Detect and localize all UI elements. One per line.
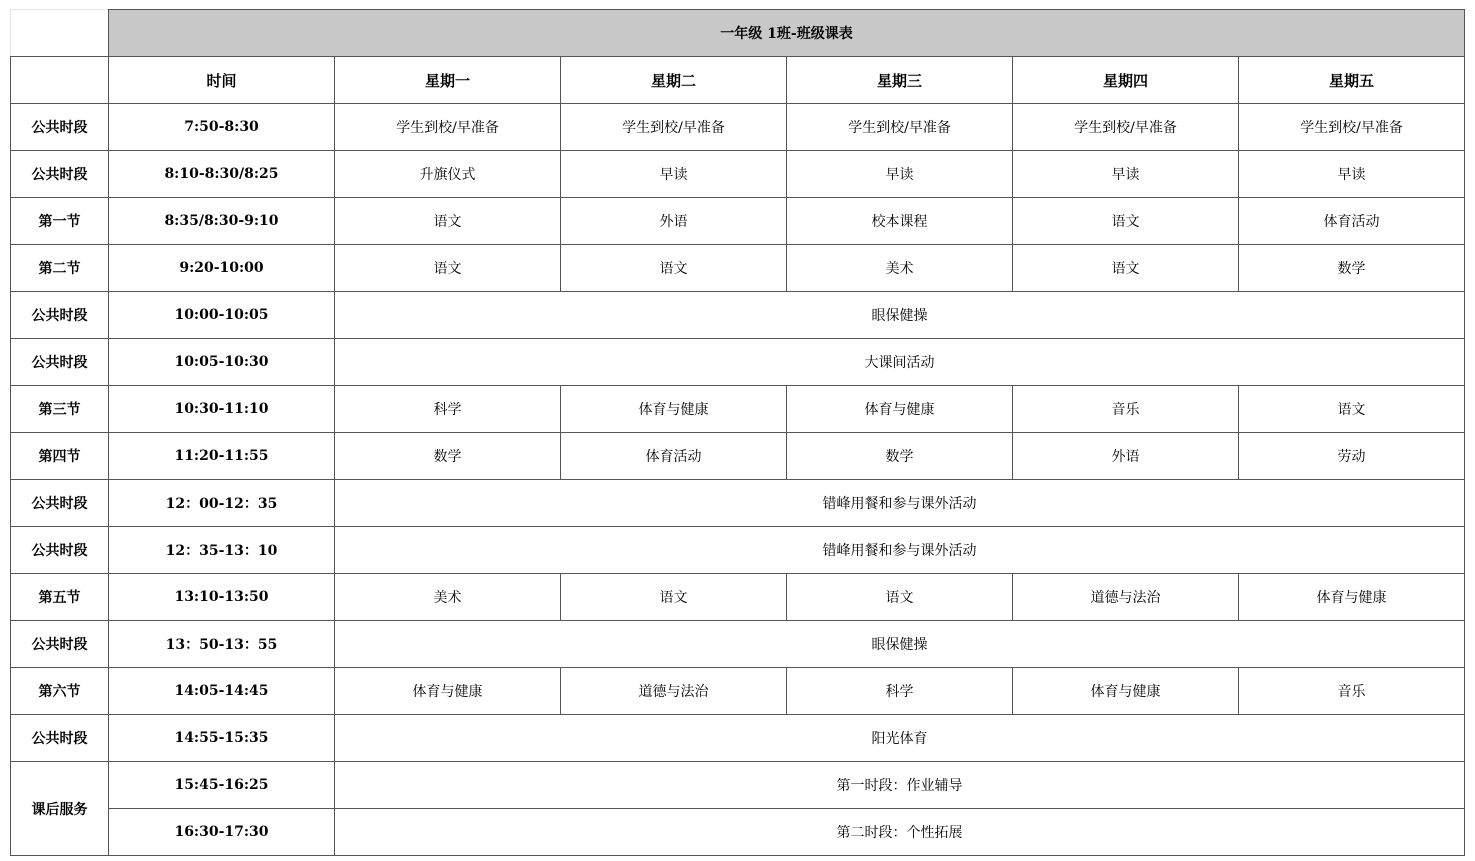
subject-cell: 体育活动 [1239, 198, 1465, 245]
period-time: 13：50-13：55 [109, 621, 335, 668]
period-label: 公共时段 [11, 621, 109, 668]
table-row [11, 621, 1465, 668]
period-label: 第四节 [11, 433, 109, 480]
period-time: 14:05-14:45 [109, 668, 335, 715]
period-time: 12：00-12：35 [109, 480, 335, 527]
period-time: 14:55-15:35 [109, 715, 335, 762]
table-row [11, 527, 1465, 574]
table-row [11, 245, 1465, 292]
table-row [11, 104, 1465, 151]
merged-activity-cell: 大课间活动 [335, 339, 1465, 386]
period-label: 公共时段 [11, 104, 109, 151]
period-label: 第五节 [11, 574, 109, 621]
subject-cell: 语文 [335, 245, 561, 292]
merged-activity-cell: 阳光体育 [335, 715, 1465, 762]
table-row [11, 198, 1465, 245]
title-row [11, 10, 1465, 57]
subject-cell: 音乐 [1013, 386, 1239, 433]
period-label: 公共时段 [11, 151, 109, 198]
corner-cell [11, 10, 109, 57]
subject-cell: 语文 [335, 198, 561, 245]
period-time: 8:10-8:30/8:25 [109, 151, 335, 198]
table-row [11, 292, 1465, 339]
subject-cell: 体育与健康 [787, 386, 1013, 433]
subject-cell: 劳动 [1239, 433, 1465, 480]
merged-activity-cell: 眼保健操 [335, 292, 1465, 339]
subject-cell: 早读 [1239, 151, 1465, 198]
header-blank-cell [11, 57, 109, 104]
subject-cell: 学生到校/早准备 [1013, 104, 1239, 151]
subject-cell: 早读 [787, 151, 1013, 198]
table-row [11, 715, 1465, 762]
period-time: 12：35-13：10 [109, 527, 335, 574]
subject-cell: 数学 [335, 433, 561, 480]
subject-cell: 语文 [1239, 386, 1465, 433]
subject-cell: 学生到校/早准备 [335, 104, 561, 151]
subject-cell: 学生到校/早准备 [1239, 104, 1465, 151]
header-monday: 星期一 [335, 57, 561, 104]
subject-cell: 科学 [787, 668, 1013, 715]
subject-cell: 美术 [787, 245, 1013, 292]
subject-cell: 语文 [1013, 198, 1239, 245]
header-tuesday: 星期二 [561, 57, 787, 104]
after-school-time: 16:30-17:30 [109, 809, 335, 856]
period-time: 11:20-11:55 [109, 433, 335, 480]
after-school-activity: 第二时段：个性拓展 [335, 809, 1465, 856]
table-row [11, 151, 1465, 198]
subject-cell: 数学 [1239, 245, 1465, 292]
subject-cell: 体育与健康 [335, 668, 561, 715]
subject-cell: 语文 [561, 574, 787, 621]
subject-cell: 学生到校/早准备 [787, 104, 1013, 151]
header-friday: 星期五 [1239, 57, 1465, 104]
merged-activity-cell: 错峰用餐和参与课外活动 [335, 480, 1465, 527]
subject-cell: 体育活动 [561, 433, 787, 480]
header-time: 时间 [109, 57, 335, 104]
period-label: 第三节 [11, 386, 109, 433]
table-row [11, 339, 1465, 386]
subject-cell: 语文 [1013, 245, 1239, 292]
period-label: 公共时段 [11, 715, 109, 762]
header-row [11, 57, 1465, 104]
table-row [11, 668, 1465, 715]
period-time: 7:50-8:30 [109, 104, 335, 151]
subject-cell: 体育与健康 [1239, 574, 1465, 621]
period-label: 第六节 [11, 668, 109, 715]
table-row [11, 386, 1465, 433]
period-label: 公共时段 [11, 292, 109, 339]
subject-cell: 外语 [561, 198, 787, 245]
subject-cell: 音乐 [1239, 668, 1465, 715]
period-label: 公共时段 [11, 480, 109, 527]
subject-cell: 升旗仪式 [335, 151, 561, 198]
period-label: 公共时段 [11, 339, 109, 386]
header-wednesday: 星期三 [787, 57, 1013, 104]
subject-cell: 数学 [787, 433, 1013, 480]
subject-cell: 美术 [335, 574, 561, 621]
subject-cell: 外语 [1013, 433, 1239, 480]
subject-cell: 科学 [335, 386, 561, 433]
subject-cell: 校本课程 [787, 198, 1013, 245]
merged-activity-cell: 错峰用餐和参与课外活动 [335, 527, 1465, 574]
subject-cell: 体育与健康 [561, 386, 787, 433]
table-row [11, 433, 1465, 480]
subject-cell: 语文 [561, 245, 787, 292]
after-school-activity: 第一时段：作业辅导 [335, 762, 1465, 809]
period-time: 10:05-10:30 [109, 339, 335, 386]
after-school-label: 课后服务 [11, 762, 109, 856]
table-row [11, 574, 1465, 621]
period-time: 9:20-10:00 [109, 245, 335, 292]
subject-cell: 早读 [561, 151, 787, 198]
subject-cell: 早读 [1013, 151, 1239, 198]
header-thursday: 星期四 [1013, 57, 1239, 104]
after-school-time: 15:45-16:25 [109, 762, 335, 809]
period-time: 8:35/8:30-9:10 [109, 198, 335, 245]
after-school-row [11, 809, 1465, 856]
subject-cell: 语文 [787, 574, 1013, 621]
period-label: 第一节 [11, 198, 109, 245]
after-school-row [11, 762, 1465, 809]
subject-cell: 学生到校/早准备 [561, 104, 787, 151]
class-schedule-table [10, 9, 1465, 856]
merged-activity-cell: 眼保健操 [335, 621, 1465, 668]
table-row [11, 480, 1465, 527]
period-time: 13:10-13:50 [109, 574, 335, 621]
subject-cell: 体育与健康 [1013, 668, 1239, 715]
period-label: 第二节 [11, 245, 109, 292]
schedule-title: 一年级 1班-班级课表 [109, 10, 1465, 57]
period-label: 公共时段 [11, 527, 109, 574]
subject-cell: 道德与法治 [1013, 574, 1239, 621]
period-time: 10:30-11:10 [109, 386, 335, 433]
period-time: 10:00-10:05 [109, 292, 335, 339]
subject-cell: 道德与法治 [561, 668, 787, 715]
